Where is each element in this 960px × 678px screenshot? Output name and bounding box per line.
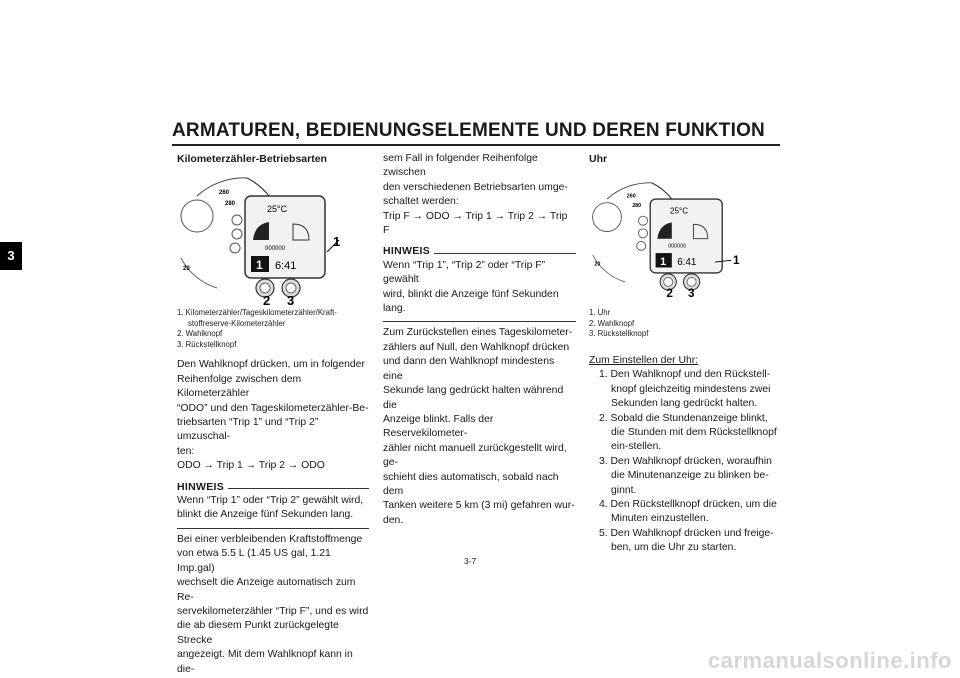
text-line: Sekunde lang gedrückt halten während die: [383, 385, 564, 411]
hinweis-rule: [177, 528, 369, 529]
caption-item: 3. Rückstellknopf: [589, 329, 649, 339]
text-line: die ab diesem Punkt zurückgelegte Strecke: [177, 620, 339, 646]
middle-column: [383, 152, 576, 528]
text-line: ten:: [177, 445, 195, 457]
text-line: den.: [383, 514, 404, 526]
section-heading-odometer: Kilometerzähler-Betriebsarten: [177, 153, 327, 165]
display-temperature: 25°C: [670, 206, 689, 216]
callout-2: 2: [263, 293, 271, 307]
display-odometer: 000000: [265, 246, 286, 253]
callout-3: 3: [688, 287, 695, 301]
caption-item: 1. Kilometerzähler/Tageskilometerzähler/Kraft-stoffreserve-Kilometerzähler: [177, 308, 337, 328]
section-tab: 3: [0, 242, 22, 270]
caption-item: 2. Wahlknopf: [177, 329, 223, 339]
text-line: wird, blinkt die Anzeige fünf Sekunden lang.: [383, 288, 559, 315]
paragraph-trip-f: [383, 152, 576, 238]
text-line: von etwa 5.5 L (1.45 US gal, 1.21 Imp.gal): [177, 548, 331, 574]
text-line: triebsarten “Trip 1” und “Trip 2” umzuschal-: [177, 417, 319, 443]
figure-captions-clock: [589, 308, 784, 340]
text-line: und dann den Wahlknopf mindestens eine: [383, 356, 555, 382]
watermark: carmanualsonline.info: [708, 648, 952, 673]
callout-1: 1: [733, 254, 740, 268]
text-line: Trip F → ODO → Trip 1 → Trip 2 → Trip F: [383, 210, 568, 237]
text-line: Bei einer verbleibenden Kraftstoffmenge: [177, 533, 363, 545]
gauge-mark-280: 280: [225, 201, 236, 208]
text-line: blinkt die Anzeige fünf Sekunden lang.: [177, 509, 354, 521]
gauge-mark-260: 260: [219, 190, 230, 197]
clock-steps-list: [589, 368, 784, 555]
instrument-figure-clock: [589, 168, 769, 304]
instrument-figure-odometer: [177, 168, 377, 306]
paragraph-reserve: [177, 533, 369, 677]
paragraph-reset-trip: [383, 326, 576, 528]
list-item: 1. Den Wahlknopf und den Rückstell-knopf gleichzeitig mindestens zwei Sekunden lang gedrückt halten.: [599, 369, 771, 410]
gauge-mark-260: 260: [626, 193, 636, 200]
display-gear: 1: [660, 256, 667, 269]
title-rule: [172, 144, 780, 146]
display-clock: 6:41: [677, 257, 697, 269]
text-line: Wenn “Trip 1” oder “Trip 2” gewählt wird,: [177, 495, 364, 507]
text-line: ODO → Trip 1 → Trip 2 → ODO: [177, 460, 325, 472]
hinweis-label: HINWEIS: [383, 245, 431, 258]
display-temperature: 25°C: [267, 204, 288, 215]
text-line: Zum Zurückstellen eines Tageskilometer-: [383, 327, 573, 339]
text-line: den verschiedenen Betriebsarten umge-: [383, 181, 568, 193]
callout-3: 3: [287, 293, 295, 307]
hinweis-rule: [383, 321, 576, 322]
hinweis-box-left: [177, 480, 369, 529]
callout-1: 1: [333, 234, 341, 250]
gauge-mark-20: 20: [594, 262, 601, 269]
text-line: Den Wahlknopf drücken, um in folgender: [177, 359, 365, 371]
hinweis-box-middle: [383, 244, 576, 322]
figure-captions-odometer: [177, 308, 369, 350]
text-line: wechselt die Anzeige automatisch zum Re-: [177, 577, 356, 603]
section-heading-clock: Uhr: [589, 153, 608, 165]
text-line: sem Fall in folgender Reihenfolge zwischen: [383, 153, 538, 179]
text-line: Tanken weitere 5 km (3 mi) gefahren wur-: [383, 500, 575, 512]
hinweis-label: HINWEIS: [177, 480, 225, 493]
page-number: 3-7: [464, 556, 477, 566]
text-line: schieht dies automatisch, sobald nach dem: [383, 471, 559, 497]
list-item: 4. Den Rückstellknopf drücken, um die Minuten einzustellen.: [599, 498, 777, 525]
gauge-mark-280: 280: [632, 203, 642, 210]
list-item: 3. Den Wahlknopf drücken, woraufhin die Minutenanzeige zu blinken be-ginnt.: [599, 455, 772, 496]
callout-2: 2: [666, 287, 673, 301]
text-line: angezeigt. Mit dem Wahlknopf kann in die-: [177, 649, 353, 675]
gauge-mark-20: 20: [183, 266, 190, 273]
display-odometer: 000000: [668, 244, 687, 251]
clock-setting-subheading: Zum Einstellen der Uhr:: [589, 354, 699, 366]
page-title: ARMATUREN, BEDIENUNGSELEMENTE UND DEREN FUNKTION: [172, 120, 765, 141]
text-line: Anzeige blinkt. Falls der Reservekilometer-: [383, 413, 494, 440]
list-item: 2. Sobald die Stundenanzeige blinkt, die Stunden mit dem Rückstellknopf ein-stellen.: [599, 412, 777, 453]
right-column: [589, 152, 784, 556]
list-item: 5. Den Wahlknopf drücken und freige-ben, um die Uhr zu starten.: [599, 527, 774, 554]
text-line: servekilometerzähler “Trip F”, und es wird: [177, 605, 369, 617]
text-line: schaltet werden:: [383, 196, 459, 208]
caption-item: 1. Uhr: [589, 308, 611, 318]
paragraph-odometer-modes: [177, 358, 369, 473]
text-line: zähler nicht manuell zurückgestellt wird, ge-: [383, 442, 567, 469]
display-clock: 6:41: [275, 260, 297, 273]
caption-item: 3. Rückstellknopf: [177, 339, 237, 349]
text-line: Wenn “Trip 1”, “Trip 2” oder “Trip F” gewählt: [383, 259, 546, 286]
caption-item: 2. Wahlknopf: [589, 318, 635, 328]
display-gear: 1: [256, 258, 263, 273]
text-line: zählers auf Null, den Wahlknopf drücken: [383, 341, 570, 353]
text-line: Reihenfolge zwischen dem Kilometerzähler: [177, 373, 302, 400]
text-line: “ODO” und den Tageskilometerzähler-Be-: [177, 402, 369, 414]
left-column: [177, 152, 369, 677]
